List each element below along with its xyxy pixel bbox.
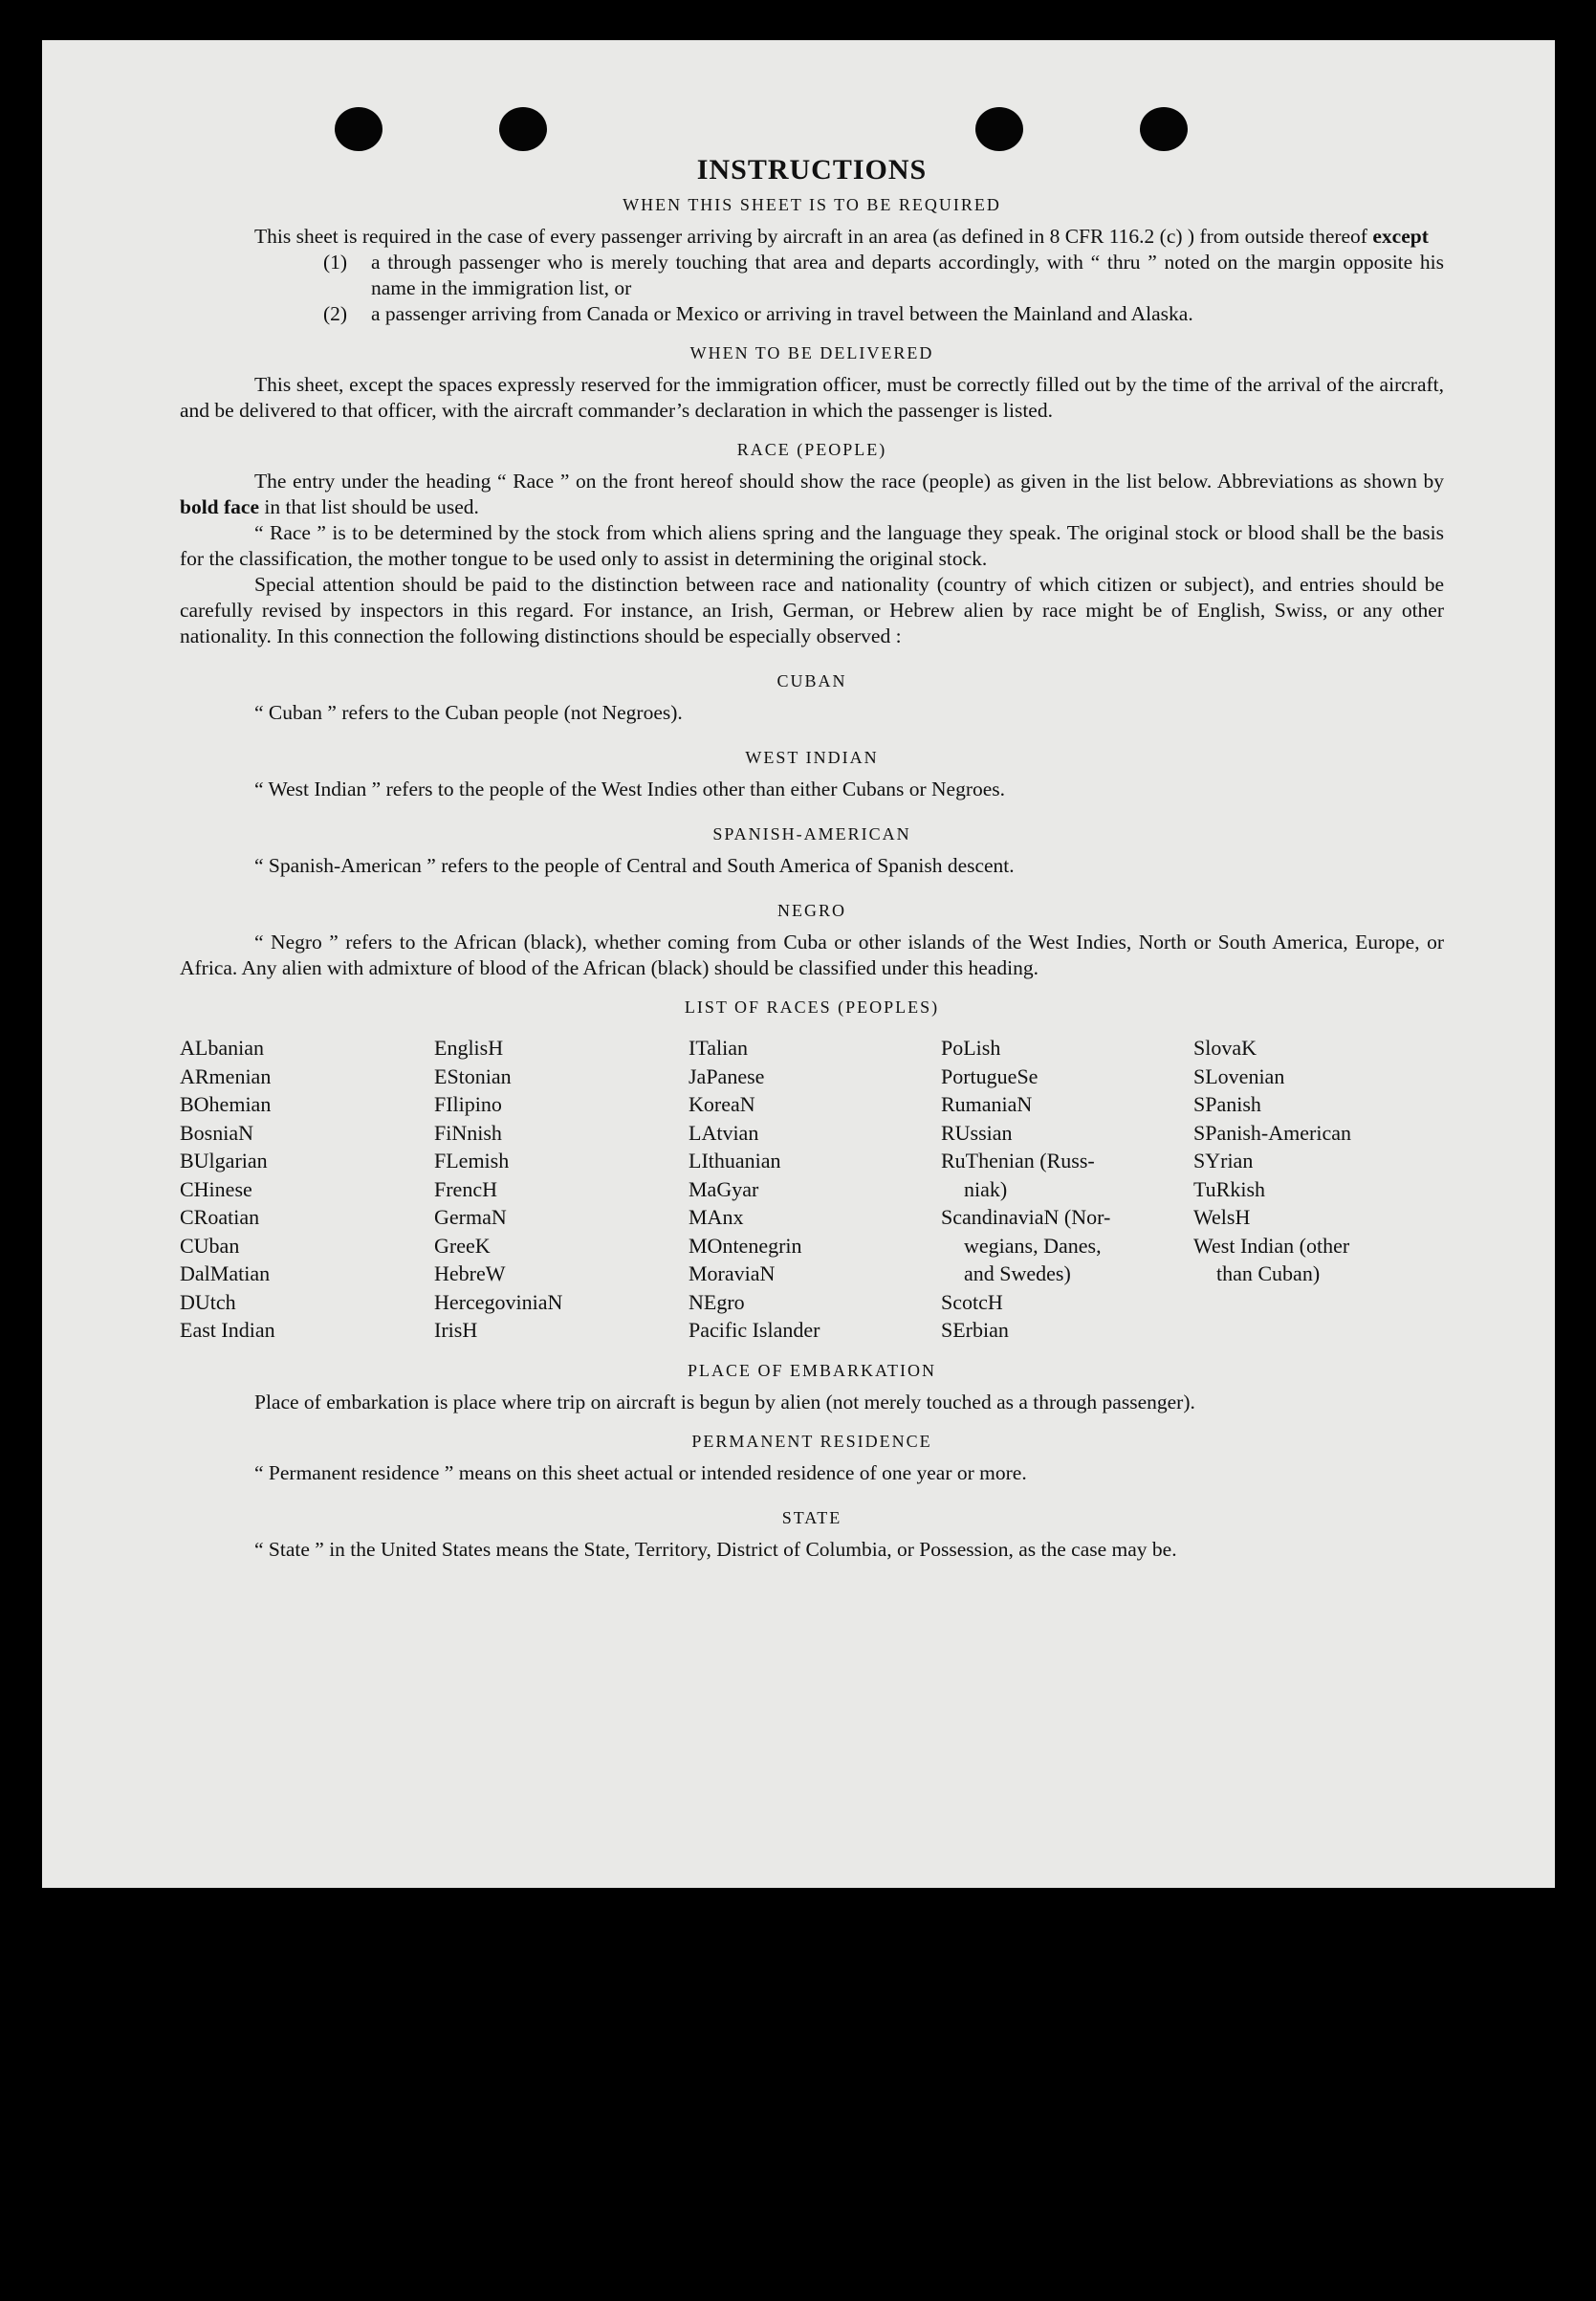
race-item: NEgro <box>689 1289 745 1314</box>
race-item: and Swedes) <box>964 1261 1071 1285</box>
race-column <box>1193 1034 1444 1345</box>
section-heading: STATE <box>781 1507 842 1527</box>
paragraph: This sheet, except the spaces expressly reserved for the immigration officer, must be correctly filled out by the time of the arrival of the aircraft, and be delivered to that officer, with the aircraft commander’s declaration in which the passenger is listed. <box>180 373 1444 422</box>
section-heading: PLACE OF EMBARKATION <box>687 1360 937 1380</box>
race-item: IrisH <box>434 1318 478 1342</box>
race-item: SLovenian <box>1193 1063 1285 1088</box>
race-item: ITalian <box>689 1036 748 1060</box>
section-heading: CUBAN <box>776 671 847 690</box>
race-item: PoLish <box>941 1036 1001 1060</box>
race-item: DalMatian <box>180 1261 271 1285</box>
item-number: (2) <box>323 302 348 325</box>
race-item: SPanish <box>1193 1092 1261 1116</box>
paragraph: “ State ” in the United States means the State, Territory, District of Columbia, or Possession, as the case may be. <box>254 1537 1177 1561</box>
race-item: EStonian <box>434 1063 512 1088</box>
race-column <box>941 1034 1193 1345</box>
race-item: ARmenian <box>180 1063 272 1088</box>
race-item: SYrian <box>1193 1149 1254 1172</box>
paragraph: “ Race ” is to be determined by the stock from which aliens spring and the language they speak. The original stock or blood shall be the basis for the classification, the mother tongue to be used only to assist in determining the original stock. <box>180 521 1444 570</box>
instructions-content <box>180 154 1444 1563</box>
paragraph <box>180 469 1444 520</box>
section-heading: WHEN THIS SHEET IS TO BE REQUIRED <box>623 195 1001 214</box>
race-item: FIlipino <box>434 1092 502 1116</box>
race-item: HebreW <box>434 1261 506 1285</box>
race-item: MaGyar <box>689 1176 759 1201</box>
section-heading: WEST INDIAN <box>745 748 879 767</box>
race-item: MOntenegrin <box>689 1233 802 1258</box>
race-item: HercegoviniaN <box>434 1289 563 1314</box>
race-item: LAtvian <box>689 1120 759 1145</box>
race-column <box>180 1034 434 1345</box>
paragraph-text: The entry under the heading “ Race ” on the front hereof should show the race (people) as given in the list below. Abbreviations as shown by <box>254 470 1444 493</box>
paragraph: “ Cuban ” refers to the Cuban people (not Negroes). <box>254 701 683 724</box>
race-item: CUban <box>180 1233 240 1258</box>
race-item: ScandinaviaN (Nor- <box>941 1205 1111 1229</box>
section-heading: LIST OF RACES (PEOPLES) <box>684 997 940 1017</box>
numbered-item <box>323 250 1444 301</box>
race-item: FrencH <box>434 1176 497 1201</box>
race-item: FLemish <box>434 1149 510 1172</box>
race-item: West Indian (other <box>1193 1233 1350 1258</box>
race-item: EnglisH <box>434 1036 504 1060</box>
item-text: a passenger arriving from Canada or Mexico or arriving in travel between the Mainland and Alaska. <box>371 302 1193 325</box>
race-item: SErbian <box>941 1318 1009 1342</box>
punch-hole <box>975 107 1023 151</box>
section-heading: SPANISH-AMERICAN <box>712 824 911 844</box>
numbered-item <box>323 301 1444 327</box>
race-item: SPanish-American <box>1193 1120 1351 1145</box>
race-item: PortugueSe <box>941 1063 1038 1088</box>
race-item: BosniaN <box>180 1120 253 1145</box>
paragraph: Place of embarkation is place where trip on aircraft is begun by alien (not merely touched as a through passenger). <box>254 1390 1195 1413</box>
race-item: than Cuban) <box>1216 1261 1321 1285</box>
race-item: FiNnish <box>434 1120 502 1145</box>
races-list <box>180 1034 1444 1345</box>
race-item: WelsH <box>1193 1205 1251 1229</box>
section-heading: NEGRO <box>777 901 846 920</box>
race-item: SlovaK <box>1193 1036 1257 1060</box>
paragraph: “ West Indian ” refers to the people of the West Indies other than either Cubans or Negroes. <box>254 778 1006 800</box>
punch-hole <box>499 107 547 151</box>
paragraph: “ Negro ” refers to the African (black), whether coming from Cuba or other islands of the West Indies, North or South America, Europe, or Africa. Any alien with admixture of blood of the African (black) should be classified under this heading. <box>180 931 1444 979</box>
race-item: Pacific Islander <box>689 1318 820 1342</box>
race-item: BOhemian <box>180 1092 272 1116</box>
race-item: RuThenian (Russ- <box>941 1149 1095 1172</box>
race-item: CRoatian <box>180 1205 260 1229</box>
paragraph <box>180 224 1444 250</box>
race-item: wegians, Danes, <box>964 1233 1102 1258</box>
race-item: JaPanese <box>689 1063 765 1088</box>
section-heading: WHEN TO BE DELIVERED <box>689 343 934 362</box>
race-item: RUssian <box>941 1120 1013 1145</box>
race-item: GermaN <box>434 1205 507 1229</box>
item-number: (1) <box>323 251 348 274</box>
bold-text: except <box>1372 225 1429 248</box>
race-item: GreeK <box>434 1233 491 1258</box>
race-item: ScotcH <box>941 1289 1003 1314</box>
race-item: MoraviaN <box>689 1261 776 1285</box>
race-item: MAnx <box>689 1205 744 1229</box>
race-item: BUlgarian <box>180 1149 268 1172</box>
paragraph: Special attention should be paid to the distinction between race and nationality (country of which citizen or subject), and entries should be carefully revised by inspectors in this regard. For instance, an Irish, German, or Hebrew alien by race might be of English, Swiss, or any other nationality. In this connection the following distinctions should be especially observed : <box>180 573 1444 647</box>
section-heading: RACE (PEOPLE) <box>736 440 887 459</box>
section-heading: PERMANENT RESIDENCE <box>691 1431 932 1451</box>
paragraph-text: in that list should be used. <box>259 495 479 518</box>
paragraph: “ Spanish-American ” refers to the people of Central and South America of Spanish descent. <box>254 854 1015 877</box>
race-item: KoreaN <box>689 1092 755 1116</box>
punch-hole <box>335 107 383 151</box>
race-item: DUtch <box>180 1289 236 1314</box>
race-item: niak) <box>964 1176 1008 1201</box>
item-text: a through passenger who is merely touching that area and departs accordingly, with “ thru ” noted on the margin opposite his name in the immigration list, or <box>371 251 1444 299</box>
punch-hole <box>1140 107 1188 151</box>
paragraph-text: This sheet is required in the case of every passenger arriving by aircraft in an area (as defined in 8 CFR 116.2 (c) ) from outside thereof <box>254 225 1373 248</box>
race-column <box>434 1034 689 1345</box>
race-item: ALbanian <box>180 1036 264 1060</box>
race-item: RumaniaN <box>941 1092 1033 1116</box>
race-item: CHinese <box>180 1176 252 1201</box>
paragraph: “ Permanent residence ” means on this sheet actual or intended residence of one year or more. <box>254 1460 1027 1484</box>
bold-text: bold face <box>180 495 260 518</box>
race-item: TuRkish <box>1193 1176 1266 1201</box>
race-item: East Indian <box>180 1318 275 1342</box>
page-title: INSTRUCTIONS <box>696 154 928 186</box>
race-column <box>689 1034 941 1345</box>
document-sheet <box>42 40 1555 1888</box>
race-item: LIthuanian <box>689 1149 781 1172</box>
